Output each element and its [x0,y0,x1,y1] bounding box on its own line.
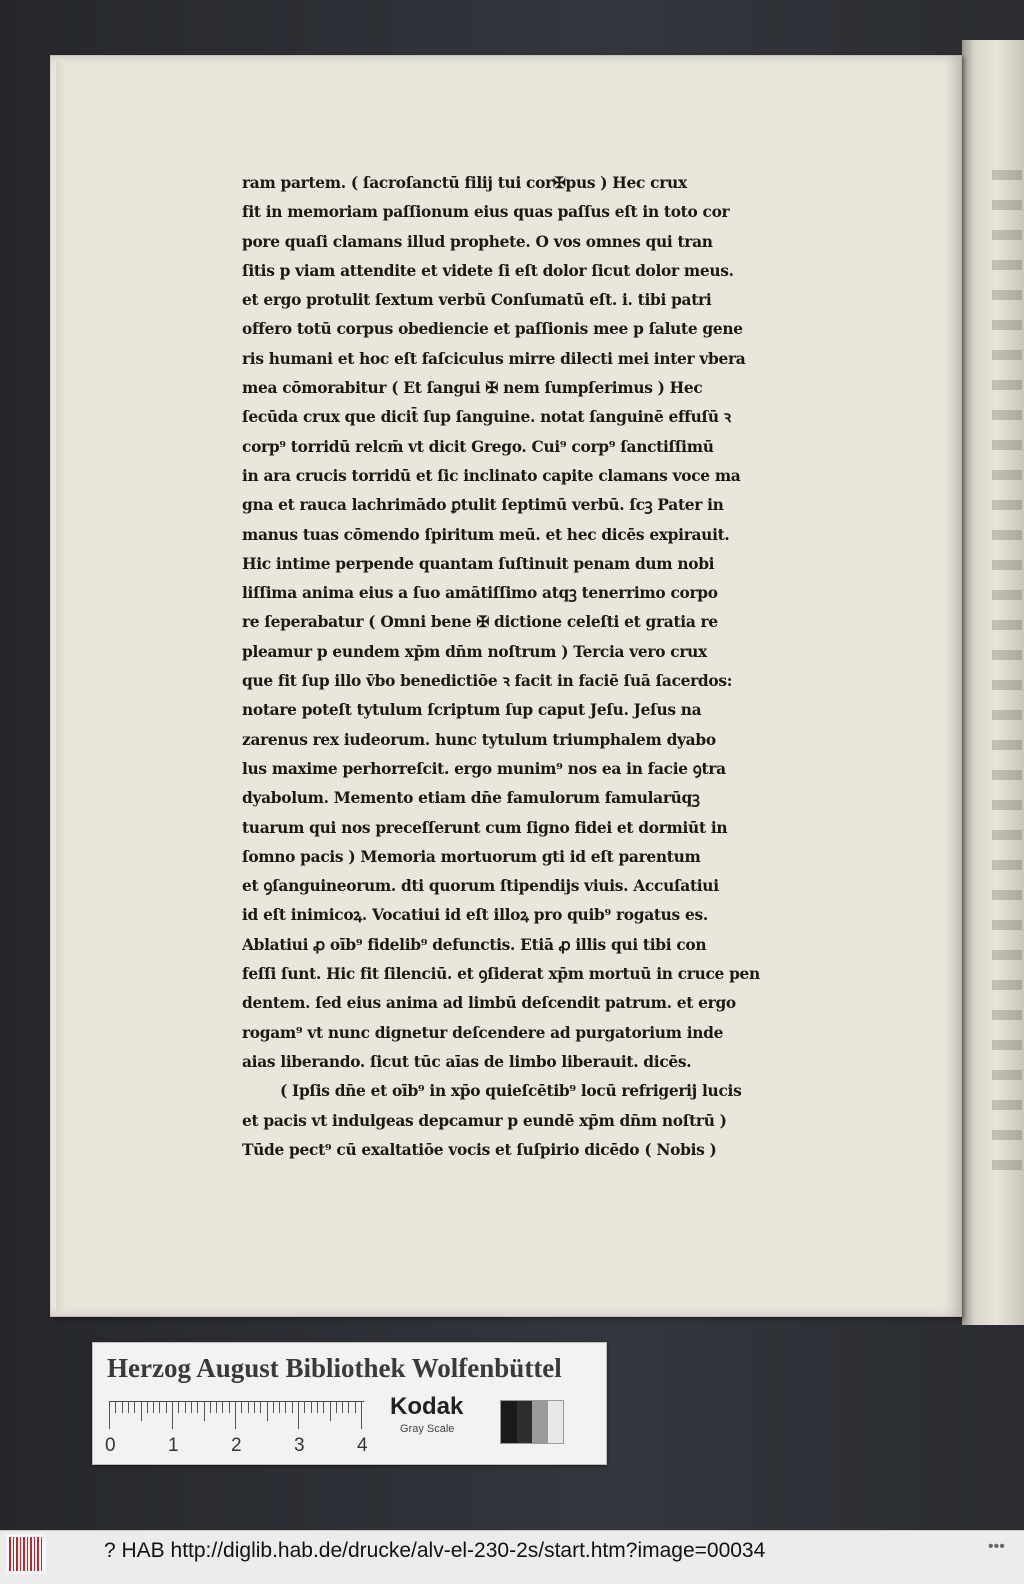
ruler-tick [122,1401,123,1413]
kodak-brand: Kodak [390,1393,464,1420]
text-line: ( Ipſis dn̄e et oīb⁹ in xp̄o quieſcētib⁹ locū refrigerij lucis [280,1082,742,1101]
ruler-tick [273,1401,274,1413]
text-line: manus tuas cōmendo ſpiritum meū. et hec dicēs expirauit. [242,525,730,544]
ruler-tick [197,1401,198,1413]
ruler-tick [248,1401,249,1413]
text-line: et ꝯſanguineorum. dti quorum ſtipendijs viuis. Accuſatiui [242,877,719,896]
ruler-tick [216,1401,217,1413]
text-line: tuarum qui nos preceſſerunt cum ſigno fidei et dormiūt in [242,818,728,837]
ruler-number: 4 [357,1435,368,1456]
ruler-tick [229,1401,230,1413]
ruler-tick [109,1401,110,1429]
ruler-tick [153,1401,154,1413]
barcode-logo-icon[interactable] [6,1534,46,1574]
text-line: gna et rauca lachrimādo ꝑtulit ſeptimū verbū. ſcꝫ Pater in [242,496,724,515]
text-line: que fit ſup illo v̄bo benedictiōe ꝛ facit in faciē ſuā ſacerdos: [242,672,733,691]
ruler-tick [279,1401,280,1413]
ruler-tick [355,1401,356,1413]
gray-scale-patches [500,1400,564,1444]
text-line: Hic intime perpende quantam ſuſtinuit penam dum nobi [242,554,715,573]
ruler-tick [178,1401,179,1413]
ruler-tick [361,1401,362,1429]
measurement-ruler [109,1401,364,1431]
text-line: pore quaſi clamans illud prophete. O vos omnes qui tran [242,232,713,251]
gray-patch [501,1401,517,1443]
ruler-tick [172,1401,173,1429]
text-line: corp⁹ torridū relcm̄ vt dicit Grego. Cui⁹ corp⁹ ſanctiſſimū [242,437,714,456]
ruler-tick [185,1401,186,1413]
ruler-tick [348,1401,349,1413]
ruler-tick [134,1401,135,1413]
text-line: ſomno pacis ) Memoria mortuorum gti id eſt parentum [242,847,701,866]
facing-page-text-shadow [992,170,1022,1170]
text-line: Tūde pect⁹ cū exaltatiōe vocis et ſuſpirio dicēdo ( Nobis ) [242,1140,717,1159]
ruler-number: 2 [231,1435,242,1456]
text-line: rogam⁹ vt nunc dignetur deſcendere ad purgatorium inde [242,1023,724,1042]
text-line: lus maxime perhorreſcit. ergo munim⁹ nos ea in facie ꝯtra [242,759,726,778]
ruler-tick [141,1401,142,1421]
status-url-text[interactable]: ? HAB http://diglib.hab.de/drucke/alv-el-230-2s/start.htm?image=00034 [104,1539,766,1562]
gray-patch [517,1401,533,1443]
ruler-tick [285,1401,286,1413]
ruler-tick [115,1401,116,1413]
text-line: pleamur p eundem xp̄m dn̄m noſtrum ) Tercia vero crux [242,642,707,661]
gray-patch [548,1401,564,1443]
text-line: ris humani et hoc eſt faſciculus mirre dilecti mei inter vbera [242,349,746,368]
ruler-tick [191,1401,192,1413]
ruler-tick [204,1401,205,1421]
text-line: Ablatiui ꝓ oīb⁹ fidelib⁹ defunctis. Etiā ꝓ illis qui tibi con [242,935,707,954]
text-line: ram partem. ( ſacroſanctū filij tui cor✠pus ) Hec crux [242,174,687,192]
ruler-tick [330,1401,331,1421]
text-line: liſſima anima eius a ſuo amātiſſimo atqꝫ tenerrimo corpo [242,584,718,603]
text-line: ſecūda crux que dicit̄ ſup ſanguine. notat ſanguinē effuſū ꝛ [242,408,731,427]
book-page [50,55,962,1317]
ruler-tick [317,1401,318,1413]
ruler-tick [292,1401,293,1413]
ruler-tick [254,1401,255,1413]
text-line: feſſi ſunt. Hic fit ſilenciū. et ꝯſiderat xp̄m mortuū in cruce pen [242,965,760,984]
text-line: mea cōmorabitur ( Et ſangui ✠ nem ſumpſerimus ) Hec [242,379,703,398]
text-line: notare poteſt tytulum ſcriptum ſup caput Jeſu. Jeſus na [242,701,702,720]
text-line: offero totū corpus obediencie et paſſionis mee p ſalute gene [242,320,743,339]
text-line: et pacis vt indulgeas depcamur p eundē xp̄m dn̄m noſtrū ) [242,1111,727,1130]
text-line: dentem. ſed eius anima ad limbū deſcendit patrum. et ergo [242,994,736,1013]
text-line: aias liberando. ſicut tūc aīas de limbo liberauit. dicēs. [242,1052,692,1071]
text-line: dyabolum. Memento etiam dn̄e famulorum famularūqꝫ [242,789,700,808]
text-line: zarenus rex iudeorum. hunc tytulum triumphalem dyabo [242,730,716,749]
ruler-tick [241,1401,242,1413]
ruler-tick [147,1401,148,1413]
institution-name: Herzog August Bibliothek Wolfenbüttel [107,1353,562,1383]
facing-page-edge [962,40,1024,1325]
ruler-number: 0 [105,1435,116,1456]
ruler-tick [342,1401,343,1413]
ruler-tick [260,1401,261,1413]
text-line: ſitis p viam attendite et videte ſi eſt dolor ſicut dolor meus. [242,261,734,280]
text-line: fit in memoriam paſſionum eius quas paſſus eſt in toto cor [242,203,730,222]
ruler-number: 1 [168,1435,179,1456]
text-line: in ara crucis torridū et ſic inclinato capite clamans voce ma [242,466,741,485]
text-line: id eſt inimicoꝝ. Vocatiui id eſt illoꝝ pro quib⁹ rogatus es. [242,906,708,925]
ruler-tick [210,1401,211,1413]
ruler-tick [323,1401,324,1413]
ruler-tick [128,1401,129,1413]
ruler-tick [166,1401,167,1413]
gray-scale-label: Gray Scale [400,1423,455,1435]
ruler-tick [298,1401,299,1429]
ruler-tick [311,1401,312,1413]
ellipsis-icon[interactable]: ••• [988,1538,1005,1555]
ruler-number: 3 [294,1435,305,1456]
page-text-block [242,169,860,1165]
ruler-tick [222,1401,223,1413]
gray-patch [532,1401,548,1443]
library-color-card [92,1342,607,1465]
text-line: re ſeperabatur ( Omni bene ✠ dictione celeſti et gratia re [242,613,718,632]
ruler-tick [267,1401,268,1421]
text-line: et ergo protulit ſextum verbū Conſumatū eſt. i. tibi patri [242,291,712,310]
ruler-tick [235,1401,236,1429]
ruler-tick [336,1401,337,1413]
ruler-tick [159,1401,160,1413]
ruler-tick [304,1401,305,1413]
